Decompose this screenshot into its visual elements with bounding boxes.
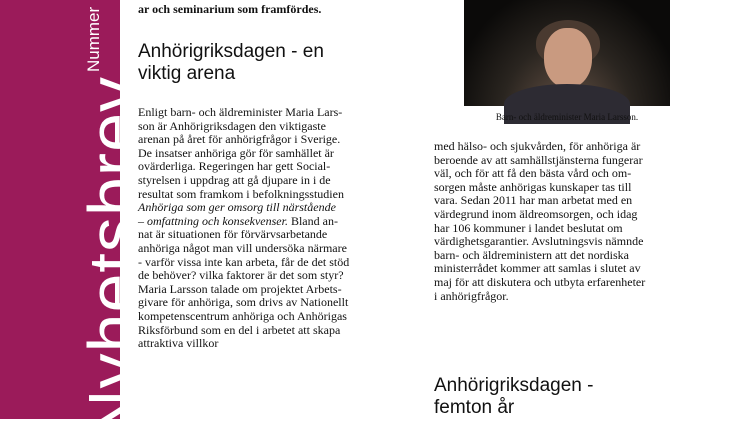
heading-line: Anhörigriksdagen - en: [138, 41, 324, 62]
article-paragraph-right: [434, 140, 704, 303]
issue-label: Nummer: [84, 6, 103, 72]
study-title-italic: Anhöriga som ger omsorg till närstående: [138, 200, 336, 215]
text-line: har 106 kommuner i landet beslutat om: [434, 220, 623, 235]
text-line: anhöriga något man vill undersöka närmare: [138, 240, 347, 255]
text-line: värdighetsgarantier. Avslutningsvis nämnde: [434, 234, 644, 249]
text-line: Maria Larsson talade om projektet Arbets-: [138, 281, 342, 296]
article-paragraph-left: [138, 106, 406, 351]
text-fragment: Bland an-: [287, 213, 338, 228]
heading-line: femton år: [434, 397, 515, 418]
intro-tail-text: ar och seminarium som framfördes.: [138, 2, 322, 16]
text-line: Riksförbund som en del i arbetet att skapa: [138, 322, 341, 337]
text-line: ovärderliga. Regeringen har gett Social-: [138, 159, 331, 174]
text-line: son är Anhörigriksdagen den viktigaste: [138, 118, 326, 133]
portrait-face: [544, 28, 592, 88]
text-line: sorgen måste anhörigas kunskaper tas till: [434, 179, 632, 194]
text-line: ministerrådet kommer att samlas i slutet av: [434, 261, 641, 276]
text-line: attraktiva villkor: [138, 336, 219, 351]
newsletter-title: Nyhetsbrev: [74, 75, 152, 440]
heading-line: viktig arena: [138, 63, 236, 84]
sidebar-banner: [0, 0, 152, 440]
text-line: i anhörigfrågor.: [434, 288, 509, 303]
heading-line: Anhörigriksdagen -: [434, 375, 594, 396]
text-line: - varför vissa inte kan arbeta, får de det stöd: [138, 254, 350, 269]
text-line: nat är situationen för förvärvsarbetande: [138, 227, 328, 242]
text-line: de behöver? vilka faktorer är det som styr?: [138, 268, 344, 283]
text-line: resultat som framkom i befolkningsstudien: [138, 186, 344, 201]
text-line: kompetenscentrum anhöriga och Anhörigas: [138, 308, 347, 323]
text-line: med hälso- och sjukvården, för anhöriga är: [434, 139, 641, 153]
text-line: värdegrund inom äldreomsorgen, och idag: [434, 206, 638, 221]
section-heading-viktig-arena: [138, 41, 406, 85]
text-line: arenan på året för anhörigfrågor i Sverige.: [138, 132, 341, 147]
text-line: givare för anhöriga, som drivs av Nationellt: [138, 295, 349, 310]
portrait-photo: [464, 0, 670, 106]
text-line: Enligt barn- och äldreminister Maria Lars-: [138, 105, 343, 119]
text-line: De insatser anhöriga gör för samhället är: [138, 145, 334, 160]
text-line: styrelsen i uppdrag att gå djupare in i de: [138, 172, 331, 187]
text-line: väl, och för att få den bästa vård och om-: [434, 166, 632, 181]
text-line: vara. Sedan 2011 har man arbetat med en: [434, 193, 633, 208]
photo-caption: Barn- och äldreminister Maria Larsson.: [495, 112, 639, 122]
study-title-italic: – omfattning och konsekvenser.: [138, 213, 288, 228]
section-heading-femton-ar: [434, 375, 704, 419]
text-line: maj för att diskutera och utbyta erfarenheter: [434, 274, 646, 289]
text-line: beroende av att samhällstjänsterna fungerar: [434, 152, 643, 167]
text-line: barn- och äldreministern att det nordiska: [434, 247, 629, 262]
